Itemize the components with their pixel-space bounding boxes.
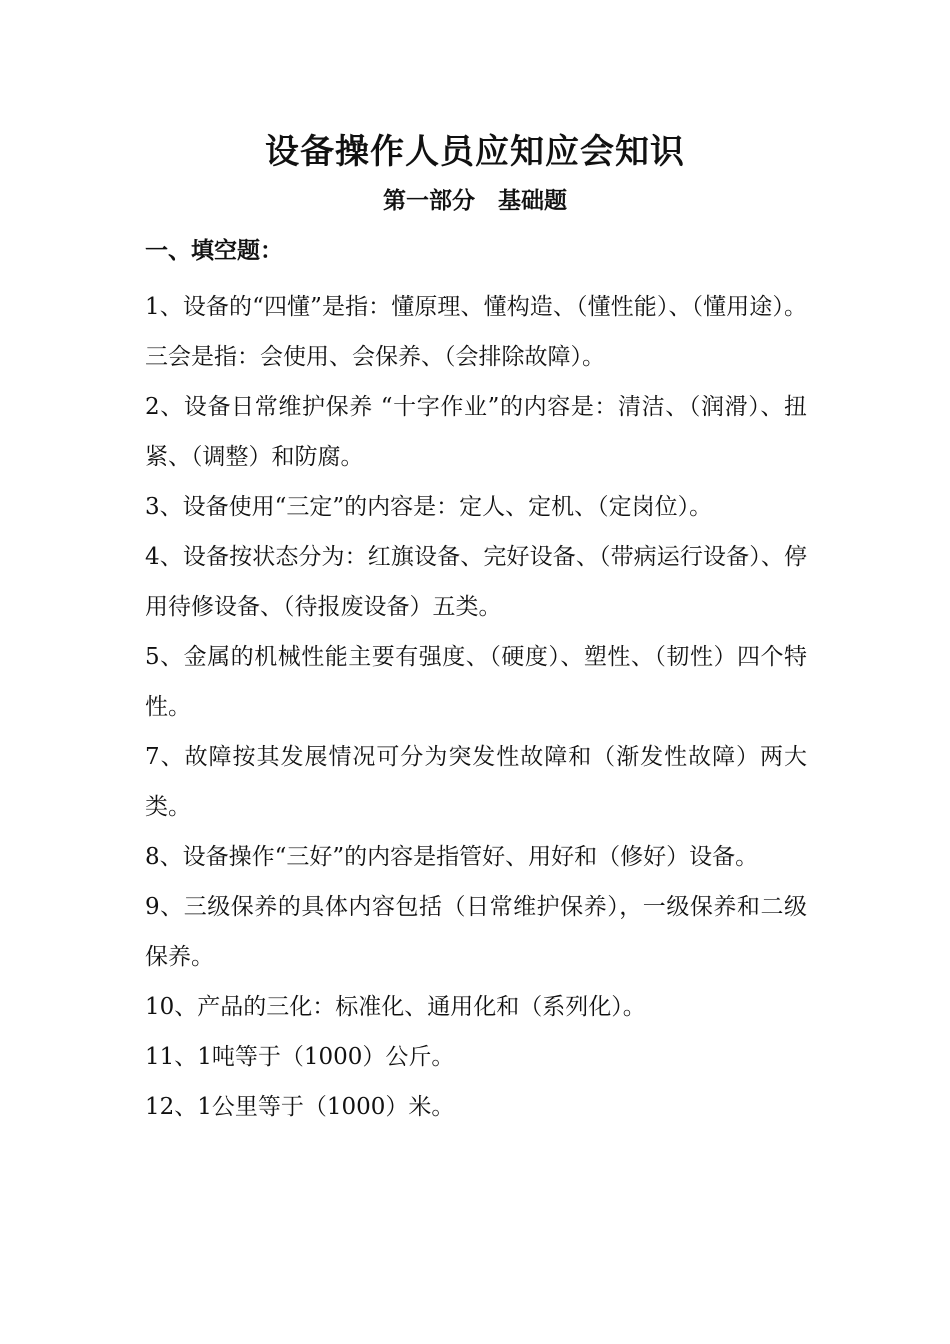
question-item: 1、设备的“四懂”是指：懂原理、懂构造、（懂性能）、（懂用途）。三会是指：会使用、会保养、（会排除故障）。 — [145, 294, 807, 370]
question-item: 12、1公里等于（1000）米。 — [145, 1094, 455, 1120]
question-item: 2、设备日常维护保养 “十字作业”的内容是：清洁、（润滑）、扭紧、（调整）和防腐。 — [145, 394, 807, 470]
question-item: 9、三级保养的具体内容包括（日常维护保养），一级保养和二级保养。 — [145, 894, 807, 970]
question-item: 5、金属的机械性能主要有强度、（硬度）、塑性、（韧性）四个特性。 — [145, 644, 807, 720]
question-item: 10、产品的三化：标准化、通用化和（系列化）。 — [145, 994, 646, 1020]
section-heading: 一、填空题： — [145, 238, 283, 264]
question-list — [145, 282, 807, 1132]
question-item: 3、设备使用“三定”的内容是：定人、定机、（定岗位）。 — [145, 494, 713, 520]
question-item: 11、1吨等于（1000）公斤。 — [145, 1044, 455, 1070]
document-subtitle: 第一部分 基础题 — [383, 188, 567, 214]
question-item: 8、设备操作“三好”的内容是指管好、用好和（修好）设备。 — [145, 844, 759, 870]
question-item: 4、设备按状态分为：红旗设备、完好设备、（带病运行设备）、停用待修设备、（待报废设备）五类。 — [145, 544, 807, 620]
question-item: 7、故障按其发展情况可分为突发性故障和（渐发性故障）两大类。 — [145, 744, 807, 820]
document-title: 设备操作人员应知应会知识 — [265, 132, 685, 172]
